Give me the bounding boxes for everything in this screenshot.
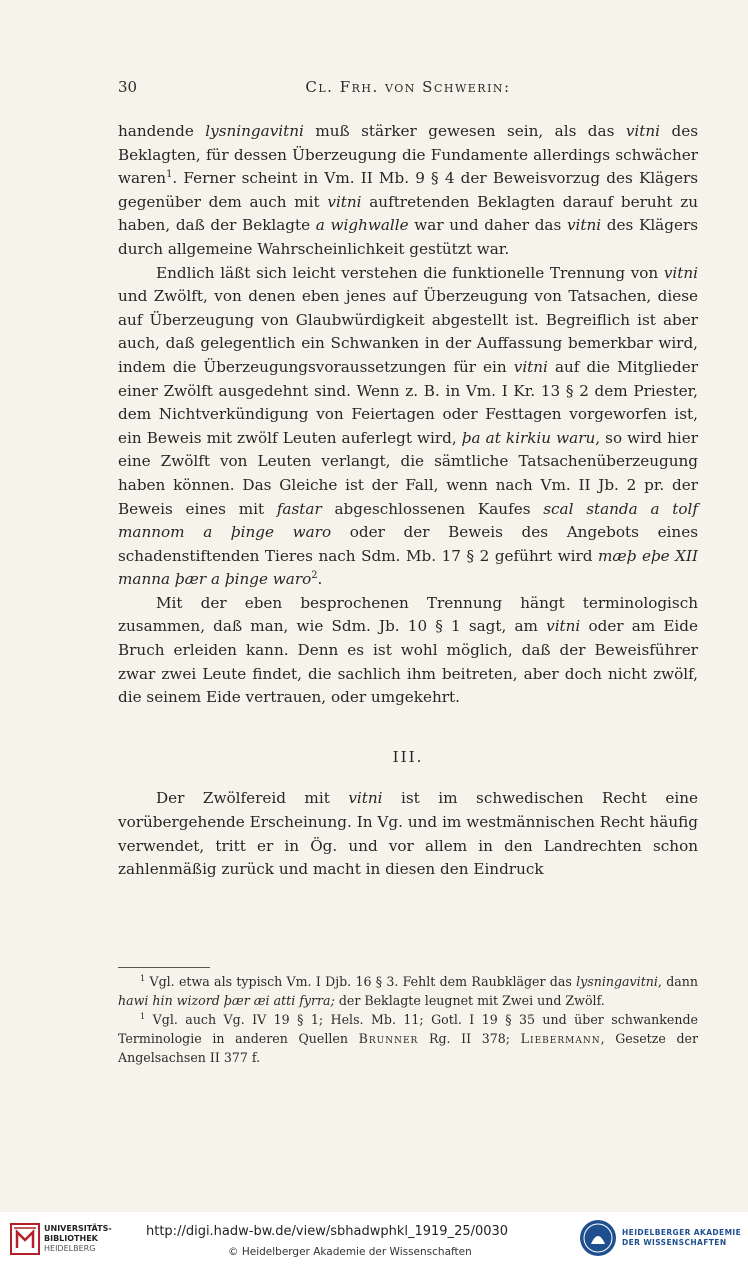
paragraph-4: Der Zwölfereid mit vitni ist im schwedischen Recht eine vorübergehende Erscheinung. In Vg. und im westmännischen Recht häufig verwendet, tritt er in Ög. und vor allem in den Landrechten schon zahlenmäßig zurück und macht in diesen den Eindruck bbox=[118, 789, 698, 879]
university-library-logo-icon bbox=[8, 1220, 42, 1258]
permalink-url[interactable]: http://digi.hadw-bw.de/view/sbhadwphkl_1919_25/0030 bbox=[146, 1224, 509, 1239]
footnote-1: $^1$ Vgl. etwa als typisch Vm. I Djb. 16 § 3. Fehlt dem Raubkläger das lysningavitni, dann hawi hin wizord þær æi atti fyrra; der Beklagte leugnet mit Zwei und Zwölf. bbox=[118, 972, 698, 1008]
page-header bbox=[118, 78, 698, 102]
academy-name: HEIDELBERGER AKADEMIE DER WISSENSCHAFTEN bbox=[622, 1228, 742, 1247]
footnote-ref-2: 2 bbox=[311, 570, 318, 582]
copyright-notice: © Heidelberger Akademie der Wissenschaften bbox=[228, 1246, 472, 1258]
footnote-ref-1: 1 bbox=[166, 169, 173, 181]
academy-seal-icon bbox=[578, 1218, 618, 1258]
running-title: Cl. Frh. von Schwerin: bbox=[305, 78, 511, 96]
body-text bbox=[118, 120, 698, 882]
footnotes bbox=[118, 972, 698, 1067]
page-number: 30 bbox=[118, 78, 138, 96]
paragraph-3: Mit der eben besprochenen Trennung hängt terminologisch zusammen, daß man, wie Sdm. Jb. 10 § 1 sagt, am vitni oder am Eide Bruch erleiden kann. Denn es ist wohl möglich, daß der Beweisführer zwar zwei Leute findet, die sachlich ihm beitreten, aber doch nicht zwölf, die seinem Eide vertrauen, oder umgekehrt. bbox=[118, 593, 698, 707]
university-library-name: UNIVERSITÄTS- BIBLIOTHEK HEIDELBERG bbox=[44, 1224, 112, 1253]
paragraph-1: handende lysningavitni muß stärker gewesen sein, als das vitni des Beklagten, für dessen Überzeugung die Fundamente allerdings schwächer waren$^1$. Ferner scheint in Vm. II Mb. 9 § 4 der Beweisvorzug des Klägers gegenüber dem auch mit vitni auftretenden Beklagten darauf beruht zu haben, daß der Beklagte a wighwalle war und daher das vitni des Klägers durch allgemeine Wahrscheinlichkeit gestützt war. bbox=[118, 122, 698, 258]
section-heading: III. bbox=[392, 747, 424, 766]
footer-bar bbox=[0, 1212, 748, 1265]
footnote-divider bbox=[118, 967, 210, 968]
footnote-2: $^1$ Vgl. auch Vg. IV 19 § 1; Hels. Mb. 11; Gotl. I 19 § 35 und über schwankende Terminologie in anderen Quellen Brunner Rg. II 378; Liebermann, Gesetze der Angelsachsen II 377 f. bbox=[118, 1010, 698, 1065]
paragraph-2: Endlich läßt sich leicht verstehen die funktionelle Trennung von vitni und Zwölft, von denen eben jenes auf Überzeugung von Tatsachen, diese auf Überzeugung von Glaubwürdigkeit abgestellt ist. Begreiflich ist aber auch, daß gelegentlich ein Schwanken in der Auffassung bemerkbar wird, indem die Überzeugungsvoraussetzungen für ein vitni auf die Mitglieder einer Zwölft ausgedehnt sind. Wenn z. B. in Vm. I Kr. 13 § 2 dem Priester, dem Nichtverkündigung von Feiertagen oder Festtagen vorgeworfen ist, ein Beweis mit zwölf Leuten auferlegt wird, þa at kirkiu waru, so wird hier eine Zwölft von Leuten verlangt, die sämtliche Tatsachenüberzeugung haben können. Das Gleiche ist der Fall, wenn nach Vm. II Jb. 2 pr. der Beweis eines mit fastar abgeschlossenen Kaufes scal standa a tolf mannom a þinge waro oder der Beweis des Angebots eines schadenstiftenden Tieres nach Sdm. Mb. 17 § 2 geführt wird mæþ eþe XII manna þær a þinge waro$^2$. bbox=[118, 263, 698, 589]
